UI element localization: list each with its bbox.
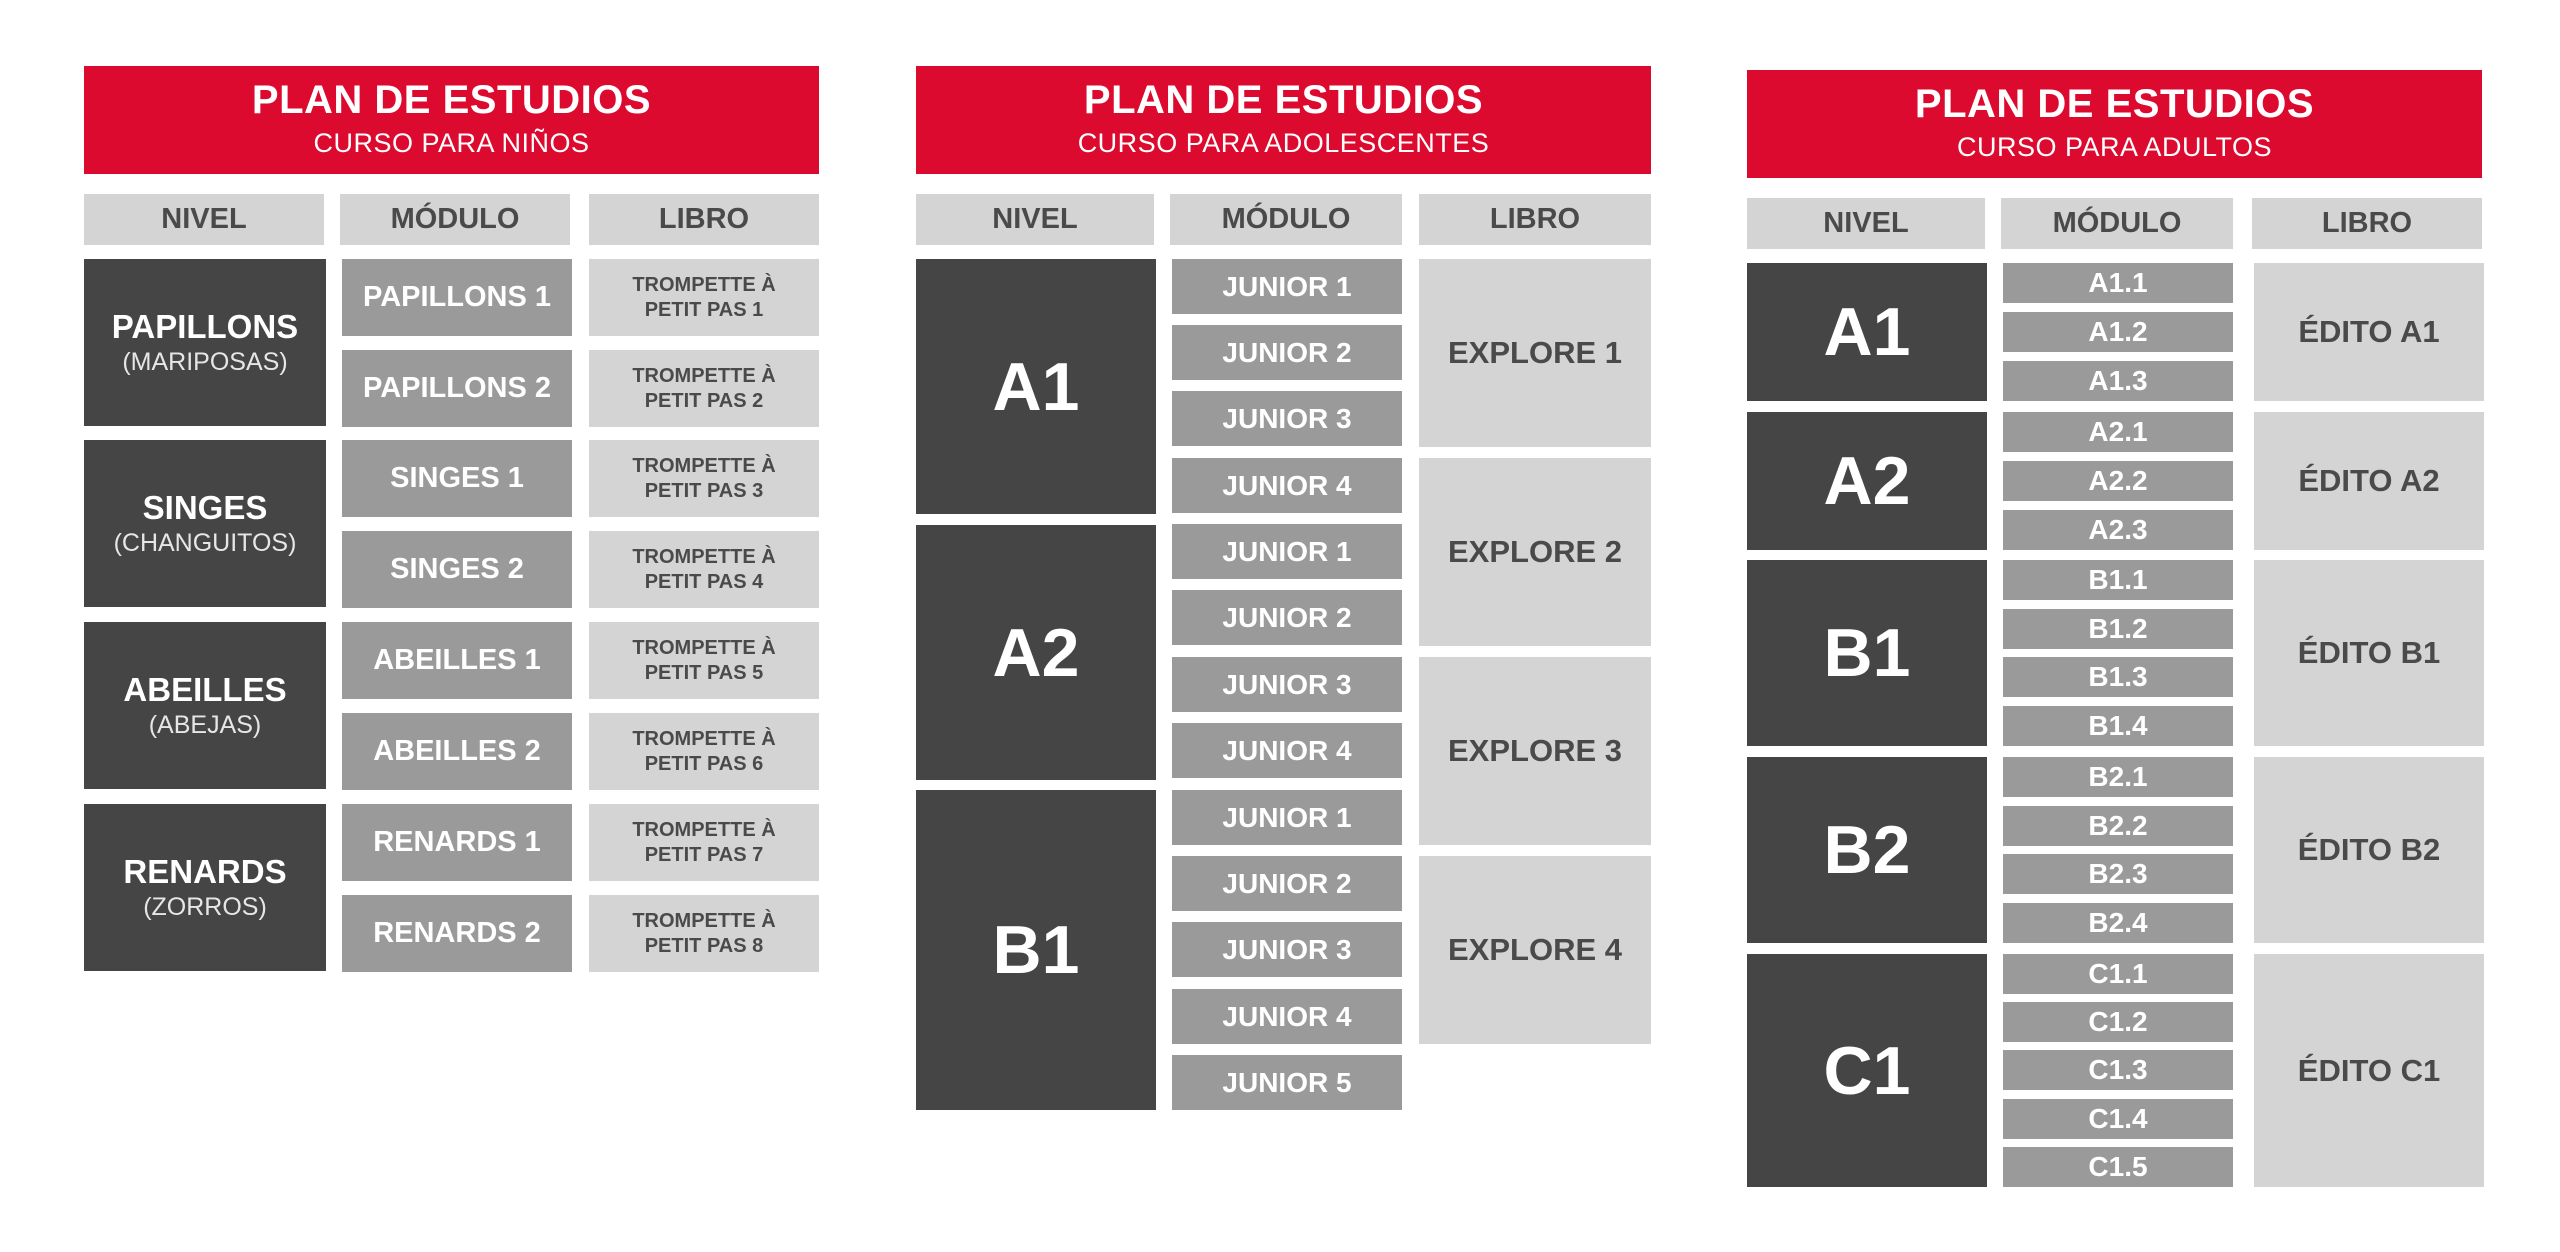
book-cell: EXPLORE 3 (1419, 657, 1651, 845)
book-cell: EXPLORE 2 (1419, 458, 1651, 646)
level-name: A2 (992, 614, 1080, 691)
module-cell: JUNIOR 2 (1172, 325, 1402, 380)
level-name: RENARDS (123, 853, 287, 890)
level-name: SINGES (142, 489, 268, 526)
col-header-libro: LIBRO (589, 194, 819, 245)
module-cell: JUNIOR 4 (1172, 458, 1402, 513)
book-cell: ÉDITO B2 (2254, 757, 2484, 943)
module-cell: JUNIOR 1 (1172, 524, 1402, 579)
module-cell: JUNIOR 2 (1172, 856, 1402, 911)
level-cell (1747, 560, 1987, 746)
book-line: TROMPETTE À (632, 909, 776, 932)
book-line: TROMPETTE À (632, 364, 776, 387)
module-cell: JUNIOR 3 (1172, 391, 1402, 446)
level-cell (84, 440, 326, 607)
book-line: TROMPETTE À (632, 636, 776, 659)
level-name: B2 (1823, 812, 1911, 888)
module-cell: SINGES 2 (342, 531, 572, 608)
module-cell: B2.4 (2003, 903, 2233, 943)
panel-title: PLAN DE ESTUDIOS (1083, 78, 1484, 122)
module-cell: JUNIOR 1 (1172, 259, 1402, 314)
module-cell: A2.1 (2003, 412, 2233, 452)
level-cell (84, 622, 326, 789)
module-cell: ABEILLES 2 (342, 713, 572, 790)
book-line: TROMPETTE À (632, 545, 776, 568)
book-line: PETIT PAS 3 (644, 479, 764, 502)
panel-header (916, 66, 1651, 174)
module-cell: B1.3 (2003, 657, 2233, 697)
level-name: A2 (1823, 443, 1911, 519)
book-cell (589, 350, 819, 427)
module-cell: B1.2 (2003, 609, 2233, 649)
module-cell: B2.2 (2003, 806, 2233, 846)
panel-header (84, 66, 819, 174)
level-subname: (MARIPOSAS) (122, 348, 288, 376)
book-cell: ÉDITO A1 (2254, 263, 2484, 401)
book-line: PETIT PAS 7 (644, 843, 764, 866)
module-cell: JUNIOR 4 (1172, 723, 1402, 778)
col-header-modulo: MÓDULO (2001, 198, 2233, 249)
book-cell (589, 804, 819, 881)
level-name: ABEILLES (123, 671, 287, 708)
module-cell: A1.1 (2003, 263, 2233, 303)
book-line: PETIT PAS 6 (644, 752, 764, 775)
book-line: PETIT PAS 8 (644, 934, 764, 957)
book-cell: ÉDITO C1 (2254, 954, 2484, 1187)
book-cell: EXPLORE 1 (1419, 259, 1651, 447)
level-subname: (ABEJAS) (148, 711, 262, 739)
book-cell: ÉDITO B1 (2254, 560, 2484, 746)
col-header-modulo: MÓDULO (340, 194, 570, 245)
level-cell (916, 790, 1156, 1110)
module-cell: B1.4 (2003, 706, 2233, 746)
panel-subtitle: CURSO PARA NIÑOS (313, 128, 590, 158)
panel-header (1747, 70, 2482, 178)
level-cell (84, 259, 326, 426)
module-cell: A1.3 (2003, 361, 2233, 401)
book-cell (589, 531, 819, 608)
book-line: PETIT PAS 2 (644, 389, 764, 412)
col-header-libro: LIBRO (2252, 198, 2482, 249)
level-name: A1 (992, 348, 1080, 425)
book-line: PETIT PAS 4 (644, 570, 764, 593)
book-cell (589, 622, 819, 699)
book-line: PETIT PAS 5 (644, 661, 764, 684)
module-cell: A2.3 (2003, 510, 2233, 550)
book-cell: ÉDITO A2 (2254, 412, 2484, 550)
module-cell: PAPILLONS 2 (342, 350, 572, 427)
level-name: PAPILLONS (111, 308, 299, 345)
col-header-modulo: MÓDULO (1170, 194, 1402, 245)
module-cell: C1.5 (2003, 1147, 2233, 1187)
module-cell: JUNIOR 3 (1172, 657, 1402, 712)
book-cell (589, 895, 819, 972)
module-cell: C1.4 (2003, 1099, 2233, 1139)
module-cell: ABEILLES 1 (342, 622, 572, 699)
level-name: B1 (1823, 615, 1911, 691)
module-cell: JUNIOR 5 (1172, 1055, 1402, 1110)
panel-title: PLAN DE ESTUDIOS (1914, 82, 2315, 126)
level-cell (916, 525, 1156, 780)
book-line: TROMPETTE À (632, 273, 776, 296)
panel-subtitle: CURSO PARA ADOLESCENTES (1077, 128, 1490, 158)
module-cell: JUNIOR 4 (1172, 989, 1402, 1044)
col-header-nivel: NIVEL (916, 194, 1154, 245)
module-cell: JUNIOR 2 (1172, 590, 1402, 645)
module-cell: JUNIOR 3 (1172, 922, 1402, 977)
book-cell (589, 259, 819, 336)
level-name: C1 (1823, 1032, 1911, 1109)
level-cell (916, 259, 1156, 514)
book-cell: EXPLORE 4 (1419, 856, 1651, 1044)
col-header-libro: LIBRO (1419, 194, 1651, 245)
module-cell: C1.3 (2003, 1050, 2233, 1090)
module-cell: PAPILLONS 1 (342, 259, 572, 336)
level-cell (1747, 954, 1987, 1187)
level-cell (1747, 263, 1987, 401)
book-line: TROMPETTE À (632, 818, 776, 841)
level-cell (84, 804, 326, 971)
level-subname: (ZORROS) (143, 893, 267, 921)
module-cell: B2.3 (2003, 854, 2233, 894)
level-cell (1747, 412, 1987, 550)
level-subname: (CHANGUITOS) (113, 529, 297, 557)
level-name: B1 (992, 912, 1080, 988)
module-cell: RENARDS 2 (342, 895, 572, 972)
col-header-nivel: NIVEL (1747, 198, 1985, 249)
module-cell: B1.1 (2003, 560, 2233, 600)
level-name: A1 (1823, 294, 1911, 370)
book-line: PETIT PAS 1 (644, 298, 764, 321)
book-line: TROMPETTE À (632, 454, 776, 477)
module-cell: SINGES 1 (342, 440, 572, 517)
level-cell (1747, 757, 1987, 943)
book-cell (589, 713, 819, 790)
module-cell: RENARDS 1 (342, 804, 572, 881)
module-cell: A1.2 (2003, 312, 2233, 352)
panel-subtitle: CURSO PARA ADULTOS (1956, 132, 2273, 162)
module-cell: C1.1 (2003, 954, 2233, 994)
book-cell (589, 440, 819, 517)
panel-title: PLAN DE ESTUDIOS (251, 78, 652, 122)
col-header-nivel: NIVEL (84, 194, 324, 245)
module-cell: B2.1 (2003, 757, 2233, 797)
module-cell: C1.2 (2003, 1002, 2233, 1042)
book-line: TROMPETTE À (632, 727, 776, 750)
module-cell: A2.2 (2003, 461, 2233, 501)
module-cell: JUNIOR 1 (1172, 790, 1402, 845)
